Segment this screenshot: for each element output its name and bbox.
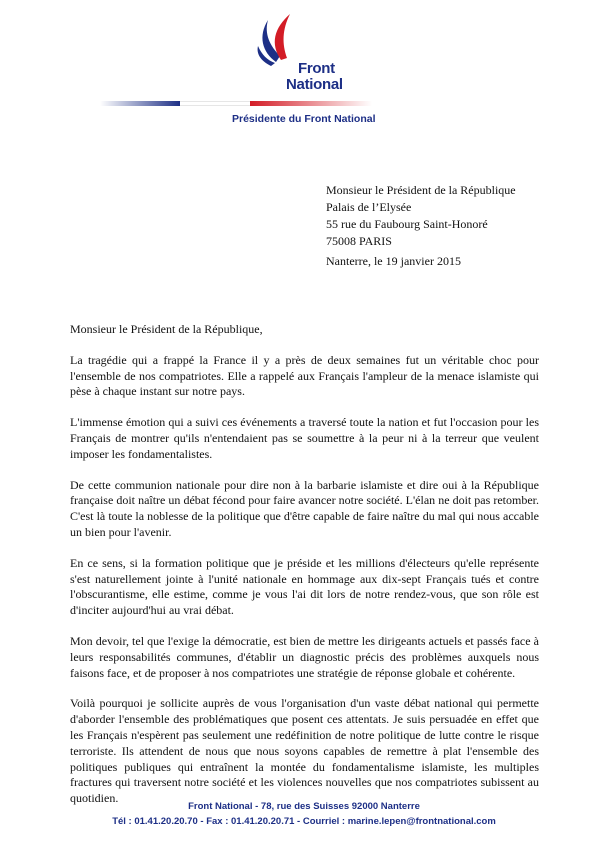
letter-body: [70, 322, 539, 822]
logo-text-front: Front: [298, 60, 335, 77]
header-rule: [100, 101, 372, 106]
front-national-logo: [256, 14, 356, 100]
address-line: Monsieur le Président de la République: [326, 183, 516, 197]
letter-date: Nanterre, le 19 janvier 2015: [326, 254, 461, 268]
footer-contact: Tél : 01.41.20.20.70 - Fax : 01.41.20.20.71 - Courriel : marine.lepen@frontnational.com: [112, 816, 496, 827]
paragraph: La tragédie qui a frappé la France il y a près de deux semaines fut un véritable choc pour l'ensemble de nos compatriotes. Elle a rappelé aux Français l'ampleur de la menace islamiste qui pèse à chaque instant sur notre pays.: [70, 352, 539, 399]
paragraph: Mon devoir, tel que l'exige la démocratie, est bien de mettre les dirigeants actuels et passés face à leurs responsabilités communes, d'établir un diagnostic précis des problèmes auxquels nous faisons face, et de proposer à nos compatriotes une stratégie de réponse globale et cohérente.: [70, 633, 539, 680]
address-line: 75008 PARIS: [326, 234, 392, 248]
address-line: 55 rue du Faubourg Saint-Honoré: [326, 217, 488, 231]
salutation: Monsieur le Président de la République,: [70, 322, 263, 336]
paragraph: En ce sens, si la formation politique que je préside et les millions d'électeurs qu'elle représente s'est naturellement jointe à l'unité nationale en hommage aux dix-sept Français tués et contre l'obscurantisme, elle estime, comme je vous l'ai dit lors de notre rendez-vous, que son rôle est d'inciter aujourd'hui au vrai débat.: [70, 555, 539, 618]
address-line: Palais de l’Elysée: [326, 200, 412, 214]
paragraph: De cette communion nationale pour dire non à la barbarie islamiste et dire oui à la République française doit naître un débat fécond pour faire avancer notre société. L'élan ne doit pas retomber. C'est là toute la noblesse de la politique que d'être capable de faire naître du mal qui nous accable un bien pour l'avenir.: [70, 477, 539, 539]
paragraph: L'immense émotion qui a suivi ces événements a traversé toute la nation et fut l'occasion pour les Français de montrer qu'ils n'entendaient pas se soumettre à la peur ni à la terreur que veulent imposer les fondamentalistes.: [70, 415, 539, 461]
logo-text-national: National: [286, 76, 343, 93]
footer-address: Front National - 78, rue des Suisses 92000 Nanterre: [188, 801, 420, 812]
header-subtitle: Présidente du Front National: [232, 113, 376, 125]
paragraph: Voilà pourquoi je sollicite auprès de vous l'organisation d'un vaste débat national qui permette d'aborder l'ensemble des problématiques que posent ces attentats. Je suis persuadée en effet que les Français n'espèrent pas seulement une redéfinition de notre politique de lutte contre le risque terroriste. Ils attendent de nous que nous soyons capables de remettre à plat l'ensemble des politiques publiques qui entraînent la montée du fondamentalisme islamiste, les multiples fractures qui traversent notre société et les violences nouvelles que nos compatriotes subissent au quotidien.: [70, 696, 539, 806]
recipient-address: [326, 182, 516, 250]
letter-footer: [0, 799, 608, 829]
